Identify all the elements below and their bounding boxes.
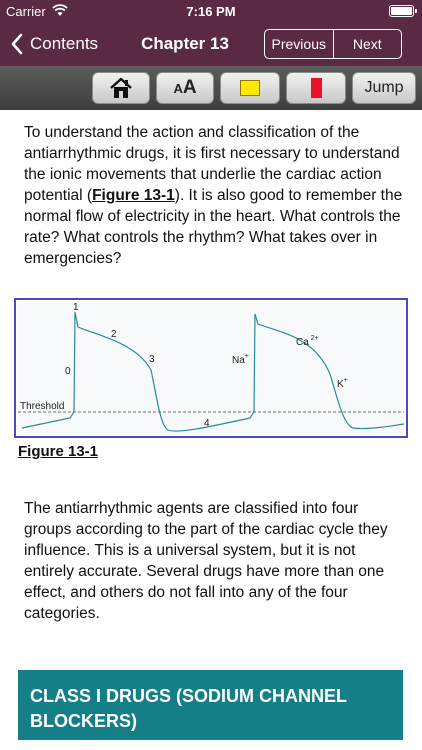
calcium-label (296, 335, 319, 348)
classification-paragraph: The antiarrhythmic agents are classified into four groups according to the part of the cardiac cycle they influence. This is a universal system, but it is not entirely accurate. Several drugs have more than one effect, and others do not fall into any of the four categories. (24, 500, 388, 622)
navigation-bar (0, 22, 422, 66)
action-potential-diagram (18, 302, 404, 434)
back-button[interactable] (10, 32, 98, 56)
intro-text-end: ). It is also good to remember the normal flow of electricity in the heart. What controls the rate? What controls the rhythm? What takes over in emergencies? (24, 187, 403, 267)
figure-caption: Figure 13-1 (18, 443, 99, 460)
intro-paragraph (24, 122, 408, 269)
jump-button[interactable]: Jump (352, 72, 416, 104)
potassium-label-text: K (337, 379, 344, 390)
pager-segmented-control (264, 29, 402, 59)
highlight-icon (240, 80, 260, 96)
font-size-small-glyph: A (173, 80, 183, 96)
calcium-label-text: Ca (296, 337, 309, 348)
phase-label-0: 0 (65, 366, 71, 377)
sodium-label (232, 353, 249, 366)
bookmark-button[interactable] (286, 72, 346, 104)
back-label: Contents (30, 34, 99, 53)
reader-toolbar (0, 66, 422, 110)
phase-label-1: 1 (73, 302, 79, 313)
highlight-button[interactable] (220, 72, 280, 104)
article-content (0, 110, 422, 750)
figure-link[interactable]: Figure 13-1 (92, 187, 175, 204)
sodium-label-sup: + (244, 353, 249, 360)
home-button[interactable] (92, 72, 150, 104)
carrier-label: Carrier (6, 4, 46, 19)
action-potential-trace (22, 312, 404, 431)
font-size-large-glyph: A (182, 77, 197, 98)
home-icon (109, 76, 133, 100)
next-button[interactable]: Next (333, 30, 402, 58)
phase-label-4: 4 (204, 418, 210, 429)
potassium-label-sup: + (343, 377, 348, 384)
battery-icon (389, 5, 414, 17)
figure-13-1[interactable] (14, 298, 408, 438)
sodium-label-text: Na (232, 355, 245, 366)
section-header: CLASS I DRUGS (SODIUM CHANNEL BLOCKERS) (18, 670, 403, 740)
potassium-label (337, 377, 348, 390)
font-size-button[interactable] (156, 72, 214, 104)
calcium-label-sup: 2+ (310, 335, 319, 342)
phase-label-3: 3 (149, 354, 155, 365)
bookmark-icon (311, 78, 322, 98)
phase-label-2: 2 (111, 329, 117, 340)
status-bar (0, 0, 422, 22)
intro-text-start: To understand the action and classification of the antiarrhythmic drugs, it is first necessary to understand the ionic movements that underlie the cardiac action potential ( (24, 124, 400, 204)
page-title: Chapter 13 (141, 34, 229, 53)
threshold-label: Threshold (20, 401, 65, 412)
chevron-left-icon (10, 33, 24, 55)
clock: 7:16 PM (186, 4, 236, 19)
previous-button[interactable]: Previous (271, 36, 326, 52)
